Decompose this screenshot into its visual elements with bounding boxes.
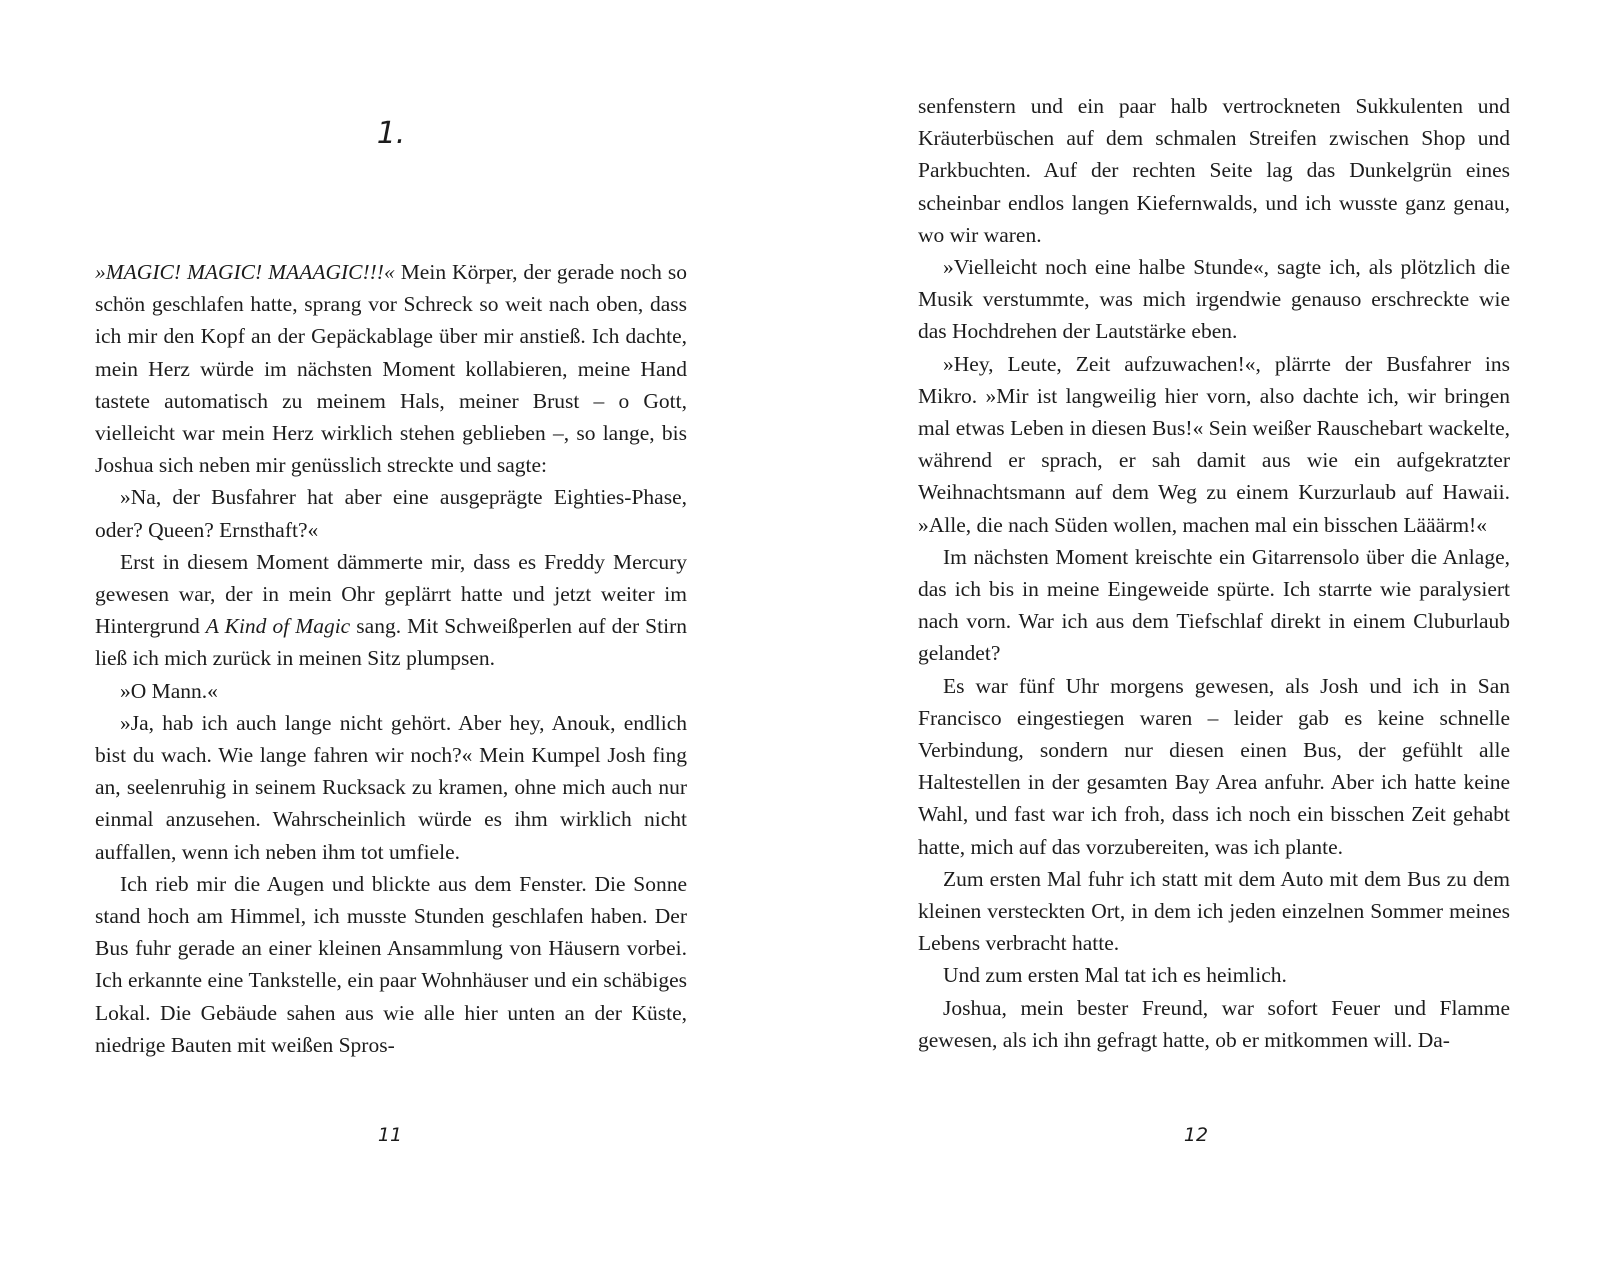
text-segment: Erst in diesem Moment dämmerte mir, dass es Freddy Mercury gewesen war, der in mein Ohr geplärrt hatte und jetzt weiter im Hintergrund [95,549,687,639]
paragraph [918,959,1510,991]
paragraph [918,348,1510,541]
paragraph [95,481,687,545]
paragraph [95,256,687,481]
right-page [800,0,1600,1274]
text-segment: »Vielleicht noch eine halbe Stunde«, sagte ich, als plötzlich die Musik verstummte, was mich irgendwie genauso erschreckte wie das Hochdrehen der Lautstärke eben. [918,255,1510,344]
text-segment: Im nächsten Moment kreischte ein Gitarrensolo über die Anlage, das ich bis in meine Eingeweide spürte. Ich starrte wie paralysiert nach vorn. War ich aus dem Tiefschlaf direkt in einem Cluburlaub gelandet? [918,544,1510,666]
paragraph [918,992,1510,1056]
text-segment: Zum ersten Mal fuhr ich statt mit dem Auto mit dem Bus zu dem kleinen versteckten Ort, in dem ich jeden einzelnen Sommer meines Lebens verbracht hatte. [918,866,1510,956]
chapter-title: 1. [376,116,406,151]
paragraph [918,863,1510,960]
paragraph [95,868,687,1061]
text-segment: Joshua, mein bester Freund, war sofort Feuer und Flamme gewesen, als ich ihn gefragt hatte, ob er mitkommen will. Da- [918,995,1510,1052]
paragraph [918,251,1510,348]
paragraph [918,541,1510,670]
paragraph [918,90,1510,251]
text-segment: Ich rieb mir die Augen und blickte aus dem Fenster. Die Sonne stand hoch am Himmel, ich musste Stunden geschlafen haben. Der Bus fuhr gerade an einer kleinen Ansammlung von Häusern vorbei. Ich erkannte eine Tankstelle, ein paar Wohnhäuser und ein schäbiges Lokal. Die Gebäude sahen aus wie alle hier unten an der Küste, niedrige Bauten mit weißen Spros- [95,871,687,1057]
text-segment: Und zum ersten Mal tat ich es heimlich. [943,963,1287,988]
text-segment: sang. Mit Schweißperlen auf der Stirn ließ ich mich zurück in meinen Sitz plumpsen. [95,614,687,671]
text-segment: »Hey, Leute, Zeit aufzuwachen!«, plärrte der Busfahrer ins Mikro. »Mir ist langweilig hier vorn, also dachte ich, wir bringen mal etwas Leben in diesen Bus!« Sein weißer Rauschebart wackelte, während er sprach, er sah damit aus wie ein aufgekratzter Weihnachtsmann auf dem Weg zu einem Kurzurlaub auf Hawaii. »Alle, die nach Süden wollen, machen mal ein bisschen Lääärm!« [918,351,1510,537]
left-page-body [95,256,687,1061]
italic-text-segment: »MAGIC! MAGIC! MAAAGIC!!!« [95,260,395,284]
italic-text-segment: A Kind of Magic [205,614,351,639]
text-segment: Es war fünf Uhr morgens gewesen, als Josh und ich in San Francisco eingestiegen waren – leider gab es keine schnelle Verbindung, sondern nur diesen einen Bus, der gefühlt alle Haltestellen in der gesamten Bay Area anfuhr. Aber ich hatte keine Wahl, und fast war ich froh, dass ich noch ein bisschen Zeit gehabt hatte, mich auf das vorzubereiten, was ich plante. [918,673,1510,859]
paragraph [918,670,1510,863]
right-page-body [918,90,1510,1056]
text-segment: »Ja, hab ich auch lange nicht gehört. Aber hey, Anouk, endlich bist du wach. Wie lange fahren wir noch?« Mein Kumpel Josh fing an, seelenruhig in seinem Rucksack zu kramen, ohne mich auch nur einmal anzusehen. Wahrscheinlich würde es ihm wirklich nicht auffallen, wenn ich neben ihm tot umfiele. [95,710,687,864]
text-segment: Mein Körper, der gerade noch so schön geschlafen hatte, sprang vor Schreck so weit nach oben, dass ich mir den Kopf an der Gepäckablage über mir anstieß. Ich dachte, mein Herz würde im nächsten Moment kollabieren, meine Hand tastete automatisch zu meinem Hals, meiner Brust – o Gott, vielleicht war mein Herz wirklich stehen geblieben –, so lange, bis Joshua sich neben mir genüsslich streckte und sagte: [95,260,687,478]
text-segment: »O Mann.« [120,678,218,703]
text-segment: »Na, der Busfahrer hat aber eine ausgeprägte Eighties-Phase, oder? Queen? Ernsthaft?« [95,485,687,542]
left-page-number: 11 [377,1124,403,1146]
paragraph [95,707,687,868]
paragraph [95,675,687,707]
right-page-number: 12 [1183,1124,1209,1146]
text-segment: senfenstern und ein paar halb vertrockneten Sukkulenten und Kräuterbüschen auf dem schmalen Streifen zwischen Shop und Parkbuchten. Auf der rechten Seite lag das Dunkelgrün eines scheinbar endlos langen Kiefernwalds, und ich wusste ganz genau, wo wir waren. [918,94,1510,247]
paragraph [95,546,687,675]
